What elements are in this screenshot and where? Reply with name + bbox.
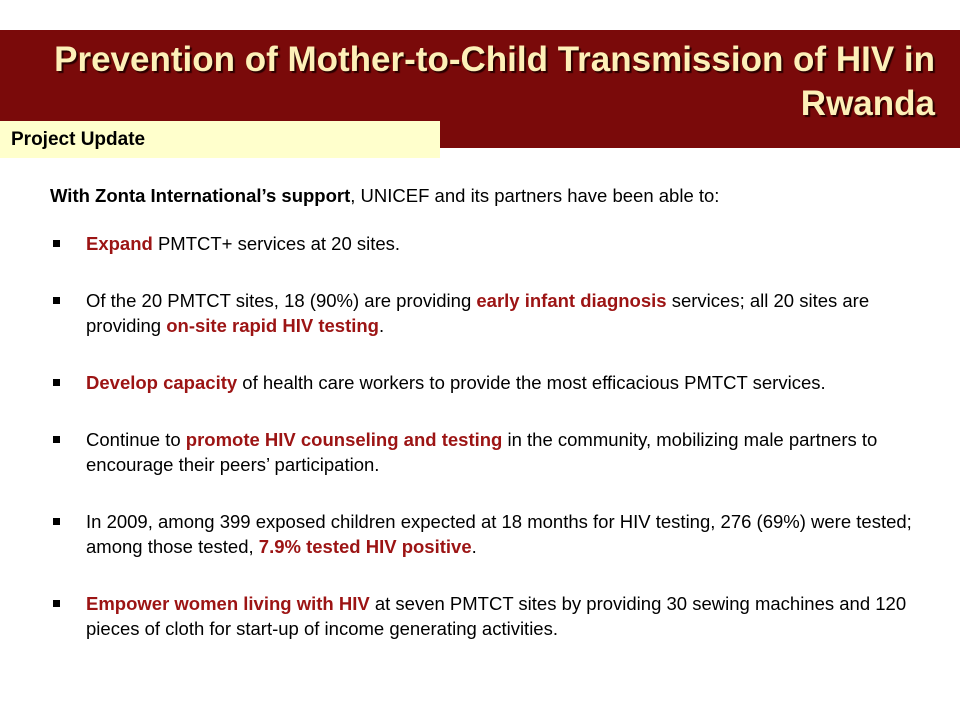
bullet-text: at seven PMTCT sites by providing 30 sewing machines and 120 pieces of cloth for start-up of income generating activities. <box>86 593 907 639</box>
bullet-item <box>50 509 920 559</box>
bullet-text: PMTCT+ services at 20 sites. <box>152 233 401 254</box>
bullet-highlight: on-site rapid HIV testing <box>166 315 379 336</box>
intro-text <box>50 184 940 208</box>
bullet-text: In 2009, among 399 exposed children expected at 18 months for HIV testing, 276 (69%) were tested; among those tested, <box>86 511 912 557</box>
bullet-highlight: Empower women living with HIV <box>86 593 370 614</box>
bullet-text: . <box>379 315 385 336</box>
bullet-text: Continue to <box>86 429 186 450</box>
intro-bold: With Zonta International’s support <box>50 185 351 206</box>
bullet-item <box>50 370 920 395</box>
bullet-highlight: Expand <box>86 233 153 254</box>
bullet-text: in the community, mobilizing male partners to encourage their peers’ participation. <box>86 429 878 475</box>
slide-title: Prevention of Mother-to-Child Transmission of HIV in Rwanda <box>54 40 935 123</box>
bullet-highlight: Develop capacity <box>86 372 238 393</box>
bullet-item <box>50 231 920 256</box>
square-bullet-icon <box>53 436 60 443</box>
square-bullet-icon <box>53 240 60 247</box>
bullet-text: . <box>471 536 477 557</box>
bullet-highlight: promote HIV counseling and testing <box>185 429 503 450</box>
bullet-item <box>50 591 920 641</box>
bullet-list <box>50 231 920 641</box>
bullet-highlight: early infant diagnosis <box>476 290 667 311</box>
bullet-item <box>50 288 920 338</box>
square-bullet-icon <box>53 600 60 607</box>
bullet-text: of health care workers to provide the most efficacious PMTCT services. <box>237 372 826 393</box>
bullet-text: Of the 20 PMTCT sites, 18 (90%) are providing <box>86 290 477 311</box>
bullet-highlight: 7.9% tested HIV positive <box>258 536 472 557</box>
square-bullet-icon <box>53 297 60 304</box>
bullet-text: services; all 20 sites are providing <box>86 290 870 336</box>
bullet-item <box>50 427 920 477</box>
square-bullet-icon <box>53 379 60 386</box>
intro-rest: , UNICEF and its partners have been able to: <box>350 185 720 206</box>
slide-subtitle: Project Update <box>11 129 146 150</box>
square-bullet-icon <box>53 518 60 525</box>
